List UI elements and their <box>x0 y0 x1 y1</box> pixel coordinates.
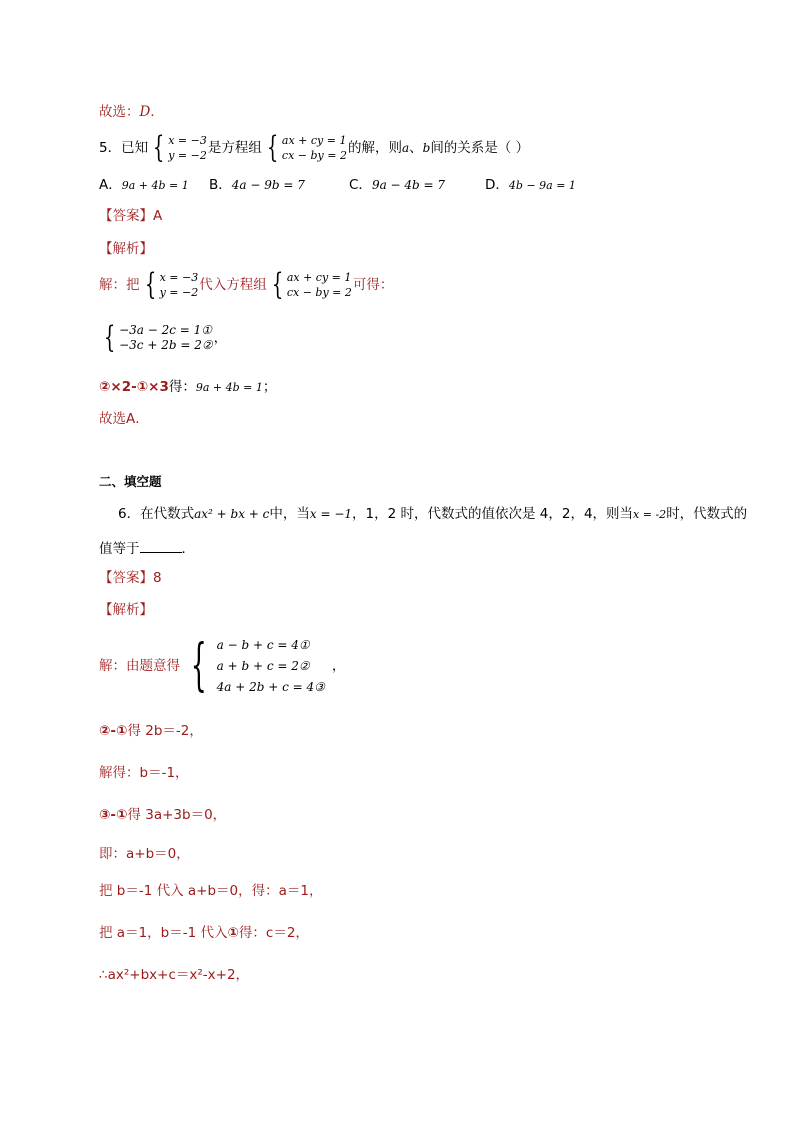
options-row <box>99 176 699 194</box>
question-text: 值等于 <box>99 541 140 557</box>
question-text: 中，当 <box>269 506 310 522</box>
equation-system <box>268 267 352 302</box>
punct: ． <box>150 104 164 120</box>
answer-value: 8 <box>153 570 162 586</box>
system-row: ax + cy = 1 <box>281 134 347 147</box>
option-expr: 9a + 4b = 1 <box>121 179 189 192</box>
solution-5-step <box>99 378 276 397</box>
solution-5-line <box>99 266 393 304</box>
step-4 <box>99 845 190 863</box>
option-c <box>349 176 445 194</box>
analysis-5-tag <box>99 240 153 258</box>
step-op: ②-① <box>99 723 128 739</box>
question-text: ，1，2 时，代数式的值依次是 4，2，4，则当 <box>352 506 634 522</box>
step-text: 即：a+b＝0， <box>99 846 190 862</box>
option-label: B． <box>209 177 232 193</box>
brace-icon: { <box>190 633 207 698</box>
var-a: a <box>401 141 410 155</box>
x-value: x = −1 <box>309 507 353 521</box>
option-expr: 9a − 4b = 7 <box>371 178 446 192</box>
var-b: b <box>422 141 431 155</box>
brace-icon: { <box>103 320 116 355</box>
section-heading: 二、填空题 <box>99 474 162 489</box>
step-expr: 9a + 4b = 1 <box>195 381 263 394</box>
step-text: 得：c＝2， <box>238 925 309 941</box>
question-text: 的解，则 <box>347 140 402 156</box>
previous-answer-line <box>99 103 164 121</box>
system-rows <box>168 133 207 163</box>
answer-letter: D <box>139 104 151 120</box>
step-text: 把 a＝1，b＝-1 代入 <box>99 925 228 941</box>
answer-6 <box>99 569 162 587</box>
step-5 <box>99 882 323 900</box>
brace-icon: { <box>144 267 156 302</box>
derived-system-5 <box>99 318 227 358</box>
step-text: ∴ax²+bx+c＝x²-x+2， <box>99 967 250 983</box>
derived-system <box>100 320 213 355</box>
solution-text: 解：把 <box>99 277 140 293</box>
solution-6-system-line <box>99 634 345 698</box>
equation-system <box>263 130 347 165</box>
solution-text: 代入方程组 <box>199 277 267 293</box>
question-text: 6．在代数式 <box>118 506 195 522</box>
system-rows <box>282 133 347 163</box>
step-1 <box>99 722 203 740</box>
question-5 <box>99 130 529 166</box>
punct: ． <box>181 541 195 557</box>
step-7 <box>99 966 249 984</box>
option-b <box>209 176 305 194</box>
step-text: 得 3a+3b＝0， <box>127 807 227 823</box>
option-label: C． <box>349 177 372 193</box>
label-text: 故选： <box>99 104 140 120</box>
step-op: ③-① <box>99 807 128 823</box>
step-2 <box>99 764 189 782</box>
system-row: −3a − 2c = 1① <box>119 323 213 337</box>
option-expr: 4a − 9b = 7 <box>231 178 305 192</box>
option-d <box>485 176 576 195</box>
solution-text: 可得： <box>352 277 394 293</box>
analysis-tag: 【解析】 <box>99 602 153 618</box>
brace-icon: { <box>152 130 165 165</box>
x-value: x = -2 <box>633 508 667 521</box>
system-row: a + b + c = 2② <box>216 658 310 673</box>
step-3 <box>99 806 226 824</box>
step-op: ① <box>227 925 239 941</box>
question-number: 5．已知 <box>99 140 149 156</box>
option-label: D． <box>485 177 509 193</box>
answer-blank[interactable] <box>140 538 182 553</box>
system-row: 4a + 2b + c = 4③ <box>216 679 325 694</box>
polynomial-expr: ax² + bx + c <box>194 507 270 521</box>
question-text: 时，代数式的 <box>666 506 748 522</box>
answer-5 <box>99 207 162 225</box>
brace-icon: { <box>266 130 279 165</box>
system-row: y = −2 <box>168 149 207 162</box>
punct: 、 <box>409 140 423 156</box>
system-row: cx − by = 2 <box>281 149 347 162</box>
brace-icon: { <box>271 267 284 302</box>
system-rows <box>160 270 199 300</box>
system-rows <box>217 635 325 698</box>
answer-tag: 【答案】 <box>99 208 153 224</box>
punct: ； <box>262 379 277 395</box>
solution-text: 解：由题意得 <box>99 658 180 674</box>
question-text: 是方程组 <box>207 140 262 156</box>
system-row: x = −3 <box>159 271 199 284</box>
answer-letter: A <box>126 411 136 427</box>
system-row: cx − by = 2 <box>286 286 352 299</box>
answer-value: A <box>153 208 163 224</box>
system-row: y = −2 <box>159 286 199 299</box>
option-a <box>99 176 189 195</box>
question-6-line-2 <box>99 538 195 558</box>
solution-5-end <box>99 410 149 428</box>
system-row: ax + cy = 1 <box>286 271 352 284</box>
system-row: −3c + 2b = 2② <box>119 338 213 352</box>
punct: ． <box>135 411 149 427</box>
question-6-line-1 <box>118 505 747 524</box>
punct: ， <box>331 658 346 674</box>
step-text: 得 2b＝-2， <box>127 723 203 739</box>
analysis-6-tag <box>99 601 153 619</box>
step-op: ②×2-①×3 <box>99 379 169 395</box>
analysis-tag: 【解析】 <box>99 241 153 257</box>
option-expr: 4b − 9a = 1 <box>508 179 576 192</box>
option-label: A． <box>99 177 122 193</box>
punct: ， <box>213 330 228 346</box>
step-text: 解得：b＝-1， <box>99 765 189 781</box>
system-row: x = −3 <box>168 134 207 147</box>
equation-system <box>181 635 325 698</box>
solution-system <box>141 267 199 302</box>
system-rows <box>287 270 352 300</box>
step-text: 得： <box>168 379 196 395</box>
system-row: a − b + c = 4① <box>216 637 310 652</box>
question-text: 间的关系是（ ） <box>430 140 530 156</box>
solution-text: 故选 <box>99 411 126 427</box>
solution-system <box>149 130 207 165</box>
step-text: 把 b＝-1 代入 a+b＝0，得：a＝1， <box>99 883 323 899</box>
answer-tag: 【答案】 <box>99 570 153 586</box>
system-rows <box>119 323 213 353</box>
step-6 <box>99 924 309 942</box>
